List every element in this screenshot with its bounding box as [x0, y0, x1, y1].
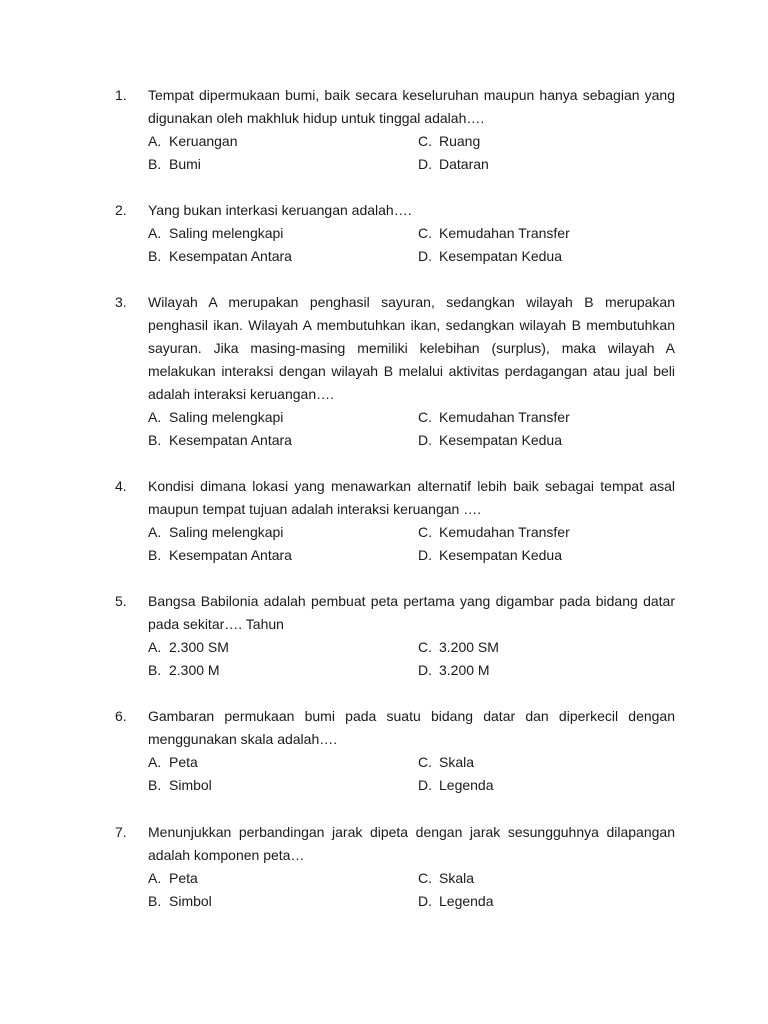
option-a[interactable] [148, 751, 418, 774]
question-7 [115, 821, 675, 913]
option-text: Legenda [439, 893, 494, 909]
options-grid [148, 867, 675, 913]
option-d[interactable] [418, 890, 658, 913]
question-text: Tempat dipermukaan bumi, baik secara keseluruhan maupun hanya sebagian yang digunakan oleh makhluk hidup untuk tinggal adalah…. [148, 87, 675, 126]
option-letter: C. [418, 225, 432, 241]
option-text: Legenda [439, 777, 494, 793]
option-letter: A. [148, 754, 162, 770]
option-letter: D. [418, 248, 432, 264]
option-letter: C. [418, 524, 432, 540]
options-grid [148, 521, 675, 567]
question-number: 1. [115, 87, 127, 103]
option-letter: B. [148, 248, 162, 264]
option-d[interactable] [418, 659, 658, 682]
option-b[interactable] [148, 890, 418, 913]
question-3 [115, 291, 675, 452]
option-c[interactable] [418, 867, 658, 890]
option-a[interactable] [148, 406, 418, 429]
option-a[interactable] [148, 867, 418, 890]
options-grid [148, 751, 675, 797]
option-b[interactable] [148, 544, 418, 567]
option-text: Dataran [439, 156, 489, 172]
question-text: Yang bukan interkasi keruangan adalah…. [148, 202, 412, 218]
question-6 [115, 705, 675, 797]
option-d[interactable] [418, 429, 658, 452]
option-c[interactable] [418, 636, 658, 659]
option-letter: D. [418, 432, 432, 448]
question-number: 2. [115, 202, 127, 218]
option-letter: A. [148, 870, 162, 886]
option-d[interactable] [418, 153, 658, 176]
option-text: Saling melengkapi [169, 524, 284, 540]
option-text: Skala [439, 754, 475, 770]
option-text: Saling melengkapi [169, 409, 284, 425]
option-text: Kemudahan Transfer [439, 524, 570, 540]
option-text: Keruangan [169, 133, 238, 149]
option-text: Kesempatan Kedua [439, 547, 562, 563]
option-d[interactable] [418, 544, 658, 567]
option-text: Simbol [169, 777, 212, 793]
option-text: 3.200 SM [439, 639, 499, 655]
option-letter: D. [418, 662, 432, 678]
option-text: Kemudahan Transfer [439, 409, 570, 425]
option-letter: B. [148, 156, 162, 172]
question-2 [115, 199, 675, 268]
question-1 [115, 84, 675, 176]
option-letter: C. [418, 133, 432, 149]
option-text: Skala [439, 870, 475, 886]
option-letter: B. [148, 547, 162, 563]
question-number: 6. [115, 708, 127, 724]
option-text: 3.200 M [439, 662, 490, 678]
option-letter: C. [418, 870, 432, 886]
question-number: 4. [115, 478, 127, 494]
option-text: 2.300 SM [169, 639, 229, 655]
option-letter: D. [418, 156, 432, 172]
question-text: Menunjukkan perbandingan jarak dipeta dengan jarak sesungguhnya dilapangan adalah komponen peta… [148, 824, 675, 863]
option-letter: B. [148, 893, 162, 909]
option-letter: B. [148, 777, 162, 793]
question-text: Wilayah A merupakan penghasil sayuran, sedangkan wilayah B merupakan penghasil ikan. Wilayah A membutuhkan ikan, sedangkan wilayah B membutuhkan sayuran. Jika masing-masing memiliki kelebihan (surplus), maka wilayah A melakukan interaksi dengan wilayah B melalui aktivitas perdagangan atau jual beli adalah interaksi keruangan…. [148, 294, 675, 402]
option-c[interactable] [418, 130, 658, 153]
option-text: Kesempatan Antara [169, 248, 292, 264]
option-letter: D. [418, 547, 432, 563]
option-text: 2.300 M [169, 662, 220, 678]
option-c[interactable] [418, 406, 658, 429]
option-text: Ruang [439, 133, 481, 149]
option-text: Kesempatan Antara [169, 547, 292, 563]
option-letter: A. [148, 133, 162, 149]
option-text: Kemudahan Transfer [439, 225, 570, 241]
question-text: Kondisi dimana lokasi yang menawarkan alternatif lebih baik sebagai tempat asal maupun tempat tujuan adalah interaksi keruangan …. [148, 478, 675, 517]
option-text: Kesempatan Antara [169, 432, 292, 448]
option-text: Kesempatan Kedua [439, 248, 562, 264]
option-text: Peta [169, 870, 198, 886]
option-b[interactable] [148, 659, 418, 682]
option-letter: D. [418, 893, 432, 909]
option-letter: B. [148, 662, 162, 678]
option-a[interactable] [148, 130, 418, 153]
option-text: Simbol [169, 893, 212, 909]
option-letter: A. [148, 639, 162, 655]
option-c[interactable] [418, 751, 658, 774]
option-letter: A. [148, 524, 162, 540]
options-grid [148, 222, 675, 268]
option-letter: A. [148, 225, 162, 241]
option-text: Peta [169, 754, 198, 770]
option-b[interactable] [148, 153, 418, 176]
option-text: Bumi [169, 156, 201, 172]
option-letter: C. [418, 639, 432, 655]
option-letter: C. [418, 409, 432, 425]
option-d[interactable] [418, 245, 658, 268]
option-a[interactable] [148, 521, 418, 544]
option-letter: C. [418, 754, 432, 770]
question-number: 7. [115, 824, 127, 840]
question-number: 3. [115, 294, 127, 310]
option-letter: D. [418, 777, 432, 793]
question-4 [115, 475, 675, 567]
option-a[interactable] [148, 636, 418, 659]
option-c[interactable] [418, 521, 658, 544]
option-a[interactable] [148, 222, 418, 245]
option-b[interactable] [148, 429, 418, 452]
option-b[interactable] [148, 245, 418, 268]
options-grid [148, 130, 675, 176]
question-text: Gambaran permukaan bumi pada suatu bidang datar dan diperkecil dengan menggunakan skala adalah…. [148, 708, 675, 747]
question-number: 5. [115, 593, 127, 609]
option-c[interactable] [418, 222, 658, 245]
options-grid [148, 406, 675, 452]
question-5 [115, 590, 675, 682]
option-text: Kesempatan Kedua [439, 432, 562, 448]
options-grid [148, 636, 675, 682]
question-text: Bangsa Babilonia adalah pembuat peta pertama yang digambar pada bidang datar pada sekitar…. Tahun [148, 593, 675, 632]
option-letter: B. [148, 432, 162, 448]
option-letter: A. [148, 409, 162, 425]
option-b[interactable] [148, 774, 418, 797]
option-d[interactable] [418, 774, 658, 797]
option-text: Saling melengkapi [169, 225, 284, 241]
